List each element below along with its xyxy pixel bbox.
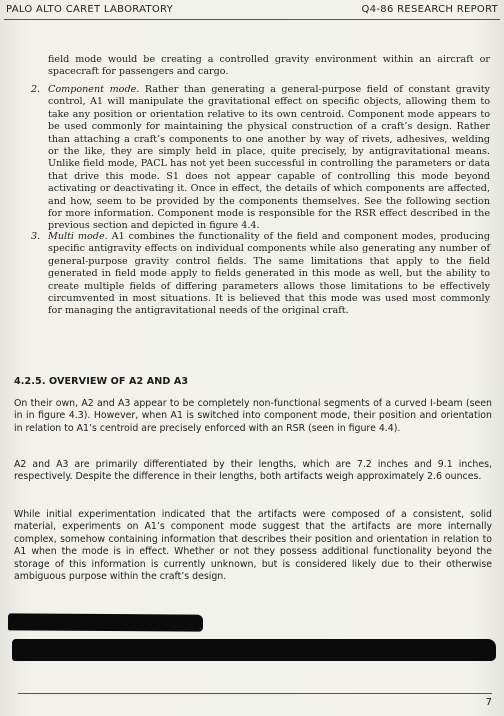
intro-paragraph: field mode would be creating a controlled gravity environment within an aircraft or spacecraft for passengers and cargo. (48, 54, 490, 78)
list-item-term: Multi mode. (48, 231, 108, 242)
header-divider (4, 19, 500, 20)
list-item-term: Component mode. (48, 84, 140, 95)
list-item-text: A1 combines the functionality of the field and component modes, producing specific antigravity effects on individual components while also generating any number of general-purpose gravity control fields. The same limitations that apply to the field generated in field mode apply to fields generated in this mode as well, but the ability to create multiple fields of differing parameters allows those limitations to be effectively circumvented in most situations. It is believed that this mode was used most commonly for managing the antigravitational needs of the original craft. (48, 231, 490, 317)
list-item-text: Rather than generating a general-purpose field of constant gravity control, A1 will manipulate the gravitational effect on specific objects, allowing them to take any position or orientation relative to its own centroid. Component mode appears to be used commonly for maintaining the physical construction of a craft’s design. Rather than attaching a craft’s components to one another by way of rivets, adhesives, welding or the like, they are simply held in place, quite precisely, by antigravitational means. Unlike field mode, PACL has not yet been successful in controlling the parameters or data that drive this mode. S1 does not appear capable of controlling this mode beyond activating or deactivating it. Once in effect, the details of which components are affected, and how, seem to be provided by the components themselves. See the following section for more information. Component mode is responsible for the RSR effect described in the previous section and depicted in figure 4.4. (48, 84, 490, 232)
list-item-multi-mode (31, 231, 490, 318)
body-paragraph: A2 and A3 are primarily differentiated by their lengths, which are 7.2 inches and 9.1 inches, respectively. Despite the difference in their lengths, both artifacts weigh approximately 2.6 ounces. (14, 459, 492, 483)
header-org: PALO ALTO CARET LABORATORY (6, 4, 174, 15)
body-paragraph: On their own, A2 and A3 appear to be completely non-functional segments of a curved I-beam (seen in in figure 4.3). However, when A1 is switched into component mode, their position and orientation in relation to A1’s centroid are precisely enforced with an RSR (seen in figure 4.4). (14, 398, 492, 434)
page-number: 7 (485, 697, 492, 708)
footer-divider (18, 693, 492, 694)
body-paragraph: While initial experimentation indicated that the artifacts were composed of a consistent, solid material, experiments on A1’s component mode suggest that the artifacts are more internally complex, somehow containing information that describes their position and orientation in relation to A1 when the mode is in effect. Whether or not they possess additional functionality beyond the storage of this information is currently unknown, but is considered likely due to their otherwise ambiguous purpose within the craft’s design. (14, 509, 492, 583)
redaction-bar (12, 639, 496, 661)
list-item-number: 3. (31, 231, 41, 242)
section-heading: 4.2.5. OVERVIEW OF A2 AND A3 (14, 376, 189, 387)
redaction-bar (8, 613, 203, 631)
list-item-number: 2. (31, 84, 41, 95)
header-report-title: Q4-86 RESEARCH REPORT (361, 4, 498, 15)
list-item-component-mode (31, 84, 490, 233)
